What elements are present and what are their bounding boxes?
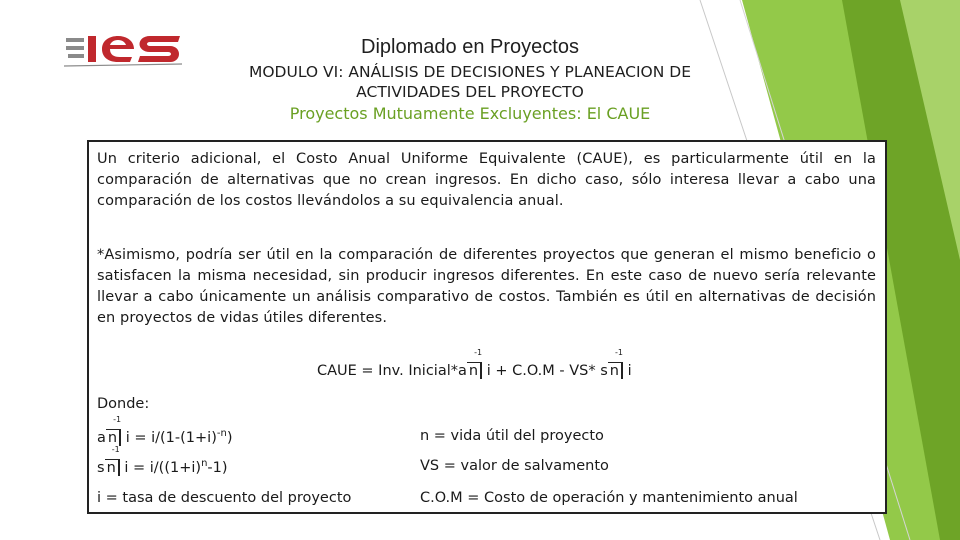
formula-mid: i + C.O.M - VS* s [486,363,608,379]
def-salvage-value: VS = valor de salvamento [420,458,609,474]
def-s-close: -1) [207,459,228,476]
module-line-1: MODULO VI: ANÁLISIS DE DECISIONES Y PLANEACION DE [248,63,691,81]
def-annuity [97,414,233,446]
annuity-angle [106,414,122,446]
angle-n: n [608,362,623,379]
annuity-factor-symbol [467,348,483,379]
def-a-text: i = i/(1-(1+i) [125,429,217,446]
def-s-text: i = i/((1+i) [124,459,202,476]
formula-lhs: CAUE = Inv. Inicial*a [317,363,467,379]
def-a-close: ) [226,429,233,446]
caue-formula [317,348,632,379]
slide-title: Diplomado en Proyectos [361,36,579,58]
def-s-symbol: s [97,459,105,476]
paragraph-1: Un criterio adicional, el Costo Anual Uniforme Equivalente (CAUE), es particularmente útil en la comparación de alternativas que no crean ingresos. En dicho caso, sólo interesa llevar a cabo una comparación de los costos llevándolos a su equivalencia anual. [97,151,876,209]
def-s-exponent: n [201,458,208,469]
def-operating-cost: C.O.M = Costo de operación y mantenimiento anual [420,490,798,506]
inverse-exponent: -1 [111,444,120,454]
topic-heading: Proyectos Mutuamente Excluyentes: El CAUE [289,104,651,123]
def-useful-life: n = vida útil del proyecto [420,428,604,444]
module-heading [200,62,740,102]
sinking-angle [105,444,120,476]
def-a-exponent: -n [216,428,227,439]
inverse-exponent: -1 [113,414,122,424]
inverse-exponent: -1 [614,348,623,357]
def-discount-rate: i = tasa de descuento del proyecto [97,490,352,506]
inverse-exponent: -1 [474,348,483,357]
angle-n: n [106,429,121,446]
angle-n: n [467,362,482,379]
angle-n: n [105,459,120,476]
module-line-2: ACTIVIDADES DEL PROYECTO [356,83,584,101]
paragraph-2: *Asimismo, podría ser útil en la comparación de diferentes proyectos que generan el mismo beneficio o satisfacen la misma necesidad, sin producir ingresos diferentes. En este caso de nuevo sería relevante llevar a cabo únicamente un análisis comparativo de costos. También es útil en alternativas de decisión en proyectos de vidas útiles diferentes. [97,247,876,326]
def-sinking [97,444,228,476]
ies-logo [62,30,186,70]
formula-end: i [627,363,632,379]
content-box [87,140,887,514]
donde-label: Donde: [97,396,150,412]
def-a-symbol: a [97,429,106,446]
sinking-factor-symbol [608,348,623,379]
